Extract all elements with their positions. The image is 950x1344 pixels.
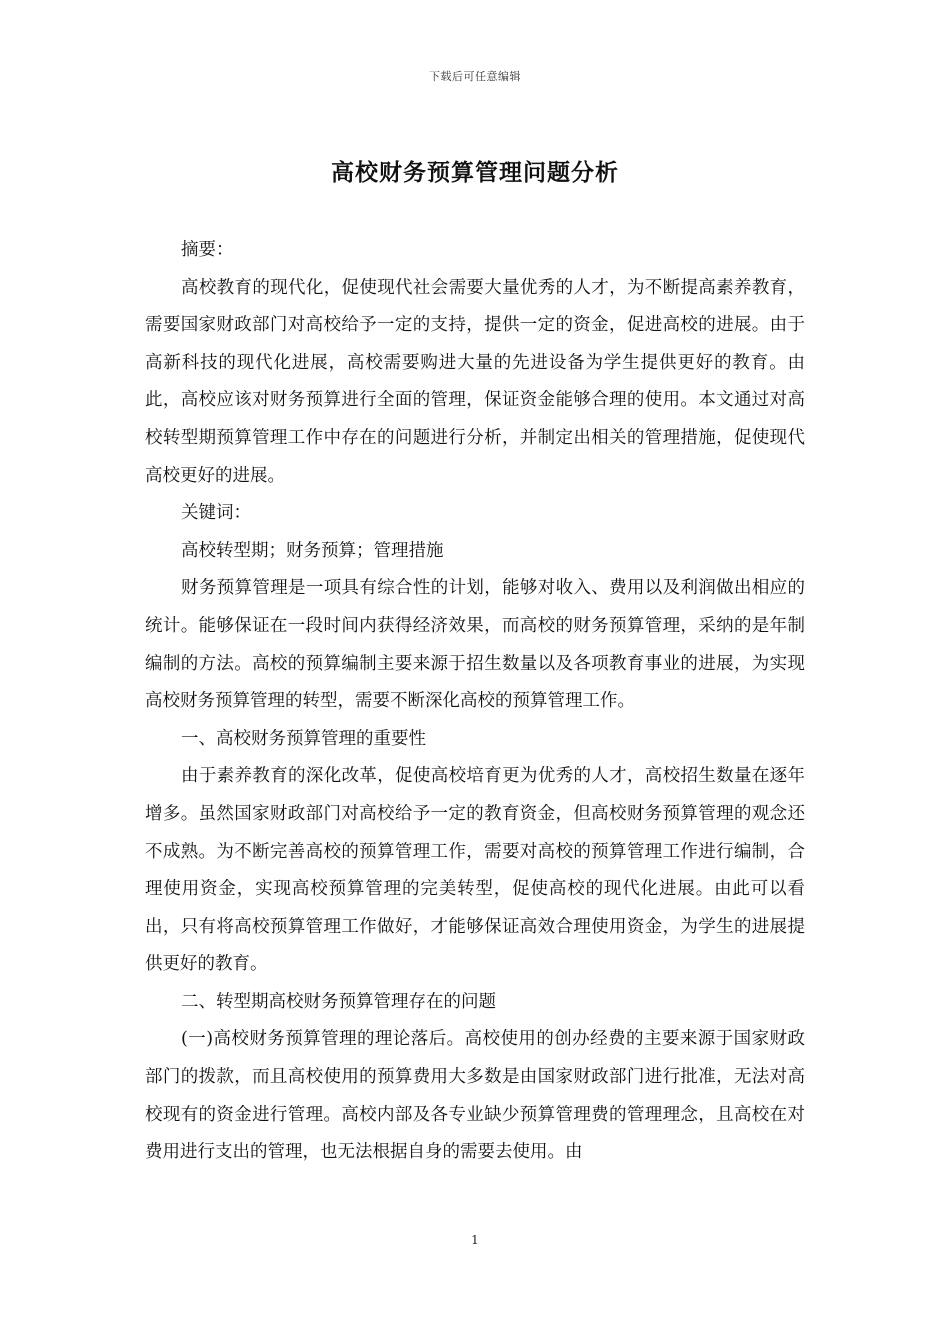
abstract-label: 摘要： <box>181 240 234 260</box>
section-2-paragraph: (一)高校财务预算管理的理论落后。高校使用的创办经费的主要来源于国家财政部门的拨款，而且高校使用的预算费用大多数是由国家财政部门进行批准，无法对高校现有的资金进行管理。高校内部及各专业缺少预算管理费的管理理念，且高校在对费用进行支出的管理，也无法根据自身的需要去使用。由 <box>145 1029 805 1163</box>
keywords-paragraph: 高校转型期；财务预算；管理措施 <box>181 540 444 561</box>
section-heading-1: 一、高校财务预算管理的重要性 <box>181 728 426 749</box>
page-number: 1 <box>471 1233 479 1247</box>
header-note: 下载后可任意编辑 <box>429 70 521 83</box>
document-title: 高校财务预算管理问题分析 <box>331 159 619 186</box>
keywords-label: 关键词： <box>181 503 251 524</box>
abstract-paragraph: 高校教育的现代化，促使现代社会需要大量优秀的人才，为不断提高素养教育，需要国家财政部门对高校给予一定的支持，提供一定的资金，促进高校的进展。由于高新科技的现代化进展，高校需要购进大量的先进设备为学生提供更好的教育。由此，高校应该对财务预算进行全面的管理，保证资金能够合理的使用。本文通过对高校转型期预算管理工作中存在的问题进行分析，并制定出相关的管理措施，促使现代高校更好的进展。 <box>145 277 805 486</box>
document-body <box>145 232 805 1172</box>
section-1-paragraph: 由于素养教育的深化改革，促使高校培育更为优秀的人才，高校招生数量在逐年增多。虽然国家财政部门对高校给予一定的教育资金，但高校财务预算管理的观念还不成熟。为不断完善高校的预算管理工作，需要对高校的预算管理工作进行编制，合理使用资金，实现高校预算管理的完美转型，促使高校的现代化进展。由此可以看出，只有将高校预算管理工作做好，才能够保证高效合理使用资金，为学生的进展提供更好的教育。 <box>145 766 805 975</box>
section-heading-2: 二、转型期高校财务预算管理存在的问题 <box>181 991 496 1012</box>
intro-paragraph: 财务预算管理是一项具有综合性的计划，能够对收入、费用以及利润做出相应的统计。能够保证在一段时间内获得经济效果，而高校的财务预算管理，采纳的是年制编制的方法。高校的预算编制主要来源于招生数量以及各项教育事业的进展，为实现高校财务预算管理的转型，需要不断深化高校的预算管理工作。 <box>145 578 805 712</box>
